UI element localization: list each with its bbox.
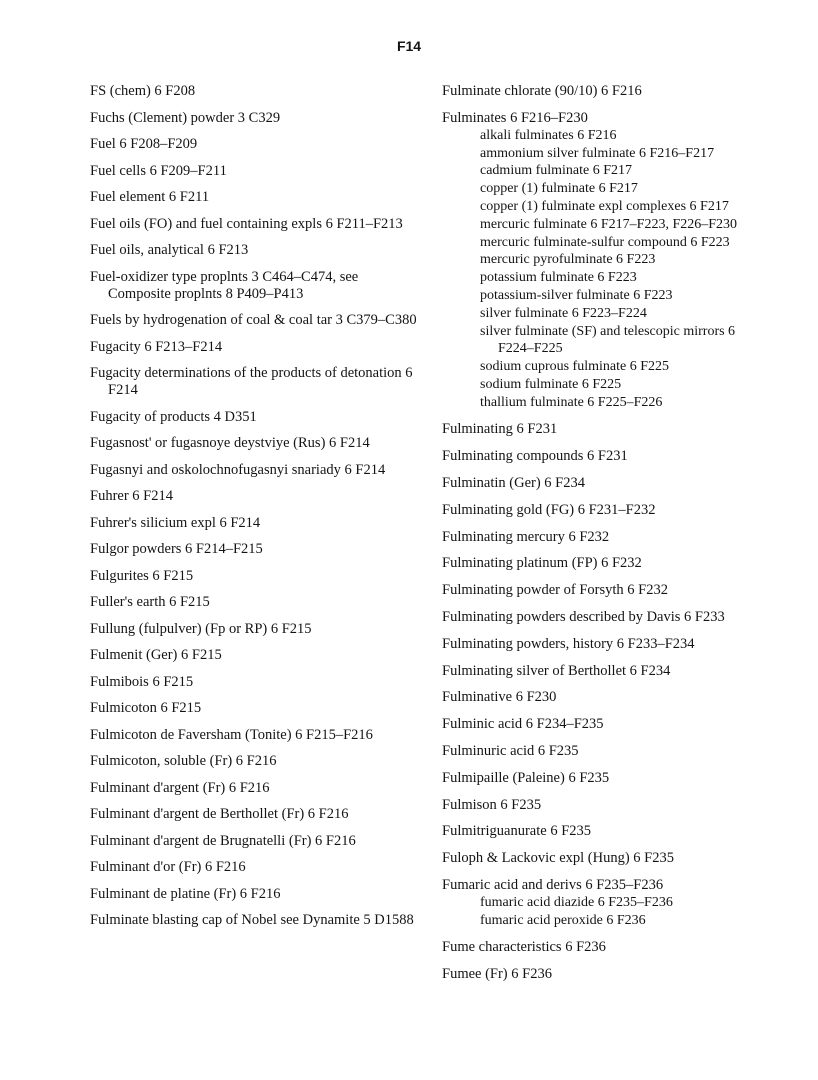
- index-entry: Fuel oils, analytical 6 F213: [90, 242, 249, 258]
- index-entry: Fulmipaille (Paleine) 6 F235: [442, 769, 610, 786]
- index-entry: Fullung (fulpulver) (Fp or RP) 6 F215: [90, 620, 312, 637]
- index-entry: Fulminate blasting cap of Nobel see Dynamite 5 D1588: [90, 912, 414, 928]
- index-entry: Fulminant de platine (Fr) 6 F216: [90, 885, 281, 902]
- index-entry: Fulmison 6 F235: [442, 796, 542, 813]
- index-entry: Fulminating compounds 6 F231: [442, 448, 628, 465]
- index-subentry: fumaric acid diazide 6 F235–F236: [480, 894, 673, 910]
- index-entry: FS (chem) 6 F208: [90, 83, 196, 99]
- index-entry: Fuel oils (FO) and fuel containing expls 6 F211–F213: [90, 215, 403, 232]
- index-entry: Fuel cells 6 F209–F211: [90, 162, 227, 179]
- index-entry: Fulminic acid 6 F234–F235: [442, 716, 604, 733]
- index-subentry: fumaric acid peroxide 6 F236: [480, 912, 646, 928]
- index-entry: Fulminant d'or (Fr) 6 F216: [90, 859, 246, 875]
- index-entry: Fulminating 6 F231: [442, 421, 558, 438]
- index-entry-heading: Fumaric acid and derivs 6 F235–F236: [442, 876, 664, 893]
- index-entry: Fulminate chlorate (90/10) 6 F216: [442, 83, 642, 99]
- index-subentry: sodium cuprous fulminate 6 F225: [480, 359, 669, 375]
- index-entry: Fulminating platinum (FP) 6 F232: [442, 555, 642, 572]
- index-entry: Fugacity determinations of the products of detonation 6 F214: [90, 365, 413, 398]
- index-entry: Fulgurites 6 F215: [90, 567, 194, 584]
- index-entry: Fulmenit (Ger) 6 F215: [90, 647, 222, 663]
- index-entry: Fulminating silver of Berthollet 6 F234: [442, 662, 671, 679]
- index-entry: Fuel element 6 F211: [90, 189, 210, 205]
- index-entry: Fulminating mercury 6 F232: [442, 528, 610, 545]
- index-entry: Fugacity of products 4 D351: [90, 408, 257, 425]
- right-column: [442, 83, 772, 993]
- index-entry: Fulmicoton de Faversham (Tonite) 6 F215–F216: [90, 726, 373, 743]
- index-subentry: cadmium fulminate 6 F217: [480, 163, 633, 179]
- index-subentry: thallium fulminate 6 F225–F226: [480, 394, 663, 410]
- index-subentry: mercuric fulminate 6 F217–F223, F226–F230: [480, 216, 738, 232]
- index-subentry: silver fulminate (SF) and telescopic mirrors 6 F224–F225: [480, 323, 736, 357]
- index-entry: Fulminatin (Ger) 6 F234: [442, 474, 585, 491]
- index-entry: Fuels by hydrogenation of coal & coal tar 3 C379–C380: [90, 312, 417, 328]
- index-entry: Fuloph & Lackovic expl (Hung) 6 F235: [442, 850, 674, 867]
- index-entry: Fulminant d'argent de Berthollet (Fr) 6 F216: [90, 806, 349, 822]
- index-entry: Fulmicoton 6 F215: [90, 700, 202, 716]
- index-entry: Fulmicoton, soluble (Fr) 6 F216: [90, 753, 277, 769]
- index-entry: Fuhrer's silicium expl 6 F214: [90, 514, 261, 531]
- index-subentry: copper (1) fulminate expl complexes 6 F217: [480, 198, 729, 214]
- index-subentry: potassium-silver fulminate 6 F223: [480, 287, 673, 303]
- index-entry-group: [442, 110, 772, 412]
- index-entry: Fulminating powder of Forsyth 6 F232: [442, 582, 668, 599]
- index-entry: Fulmibois 6 F215: [90, 673, 194, 690]
- index-entry: Fulminating powders described by Davis 6 F233: [442, 608, 725, 625]
- index-subentry: copper (1) fulminate 6 F217: [480, 181, 638, 197]
- index-subentry: sodium fulminate 6 F225: [480, 376, 622, 392]
- index-entry: Fulminating powders, history 6 F233–F234: [442, 635, 695, 652]
- index-entry: Fulminating gold (FG) 6 F231–F232: [442, 501, 656, 518]
- index-entry: Fulminative 6 F230: [442, 689, 557, 706]
- index-entry: Fuhrer 6 F214: [90, 488, 173, 504]
- index-subentry: ammonium silver fulminate 6 F216–F217: [480, 145, 715, 161]
- page-header: F14: [396, 38, 422, 54]
- index-entry: Fuller's earth 6 F215: [90, 594, 210, 610]
- index-subentry: potassium fulminate 6 F223: [480, 270, 637, 286]
- index-entry: Fuel 6 F208–F209: [90, 136, 198, 152]
- index-entry: Fuel-oxidizer type proplnts 3 C464–C474, see Composite proplnts 8 P409–P413: [90, 268, 359, 302]
- index-subentry: mercuric pyrofulminate 6 F223: [480, 252, 656, 268]
- index-entry-heading: Fulminates 6 F216–F230: [442, 109, 588, 126]
- left-column: [90, 83, 420, 939]
- index-entry: Fulminant d'argent (Fr) 6 F216: [90, 779, 270, 796]
- index-subentry: alkali fulminates 6 F216: [480, 127, 617, 143]
- index-entry: Fugasnost' or fugasnoye deystviye (Rus) 6 F214: [90, 435, 370, 451]
- index-entry: Fumee (Fr) 6 F236: [442, 966, 552, 983]
- index-entry: Fugacity 6 F213–F214: [90, 338, 223, 355]
- index-entry: Fulmitriguanurate 6 F235: [442, 823, 592, 840]
- index-entry: Fugasnyi and oskolochnofugasnyi snariady 6 F214: [90, 461, 386, 478]
- index-entry: Fulgor powders 6 F214–F215: [90, 541, 263, 557]
- index-subentry: mercuric fulminate-sulfur compound 6 F223: [480, 234, 730, 250]
- index-entry: Fume characteristics 6 F236: [442, 939, 606, 956]
- index-entry-group: [442, 877, 772, 930]
- index-entry: Fulminuric acid 6 F235: [442, 742, 579, 759]
- index-entry: Fuchs (Clement) powder 3 C329: [90, 109, 281, 126]
- index-entry: Fulminant d'argent de Brugnatelli (Fr) 6 F216: [90, 832, 356, 849]
- index-subentry: silver fulminate 6 F223–F224: [480, 305, 647, 321]
